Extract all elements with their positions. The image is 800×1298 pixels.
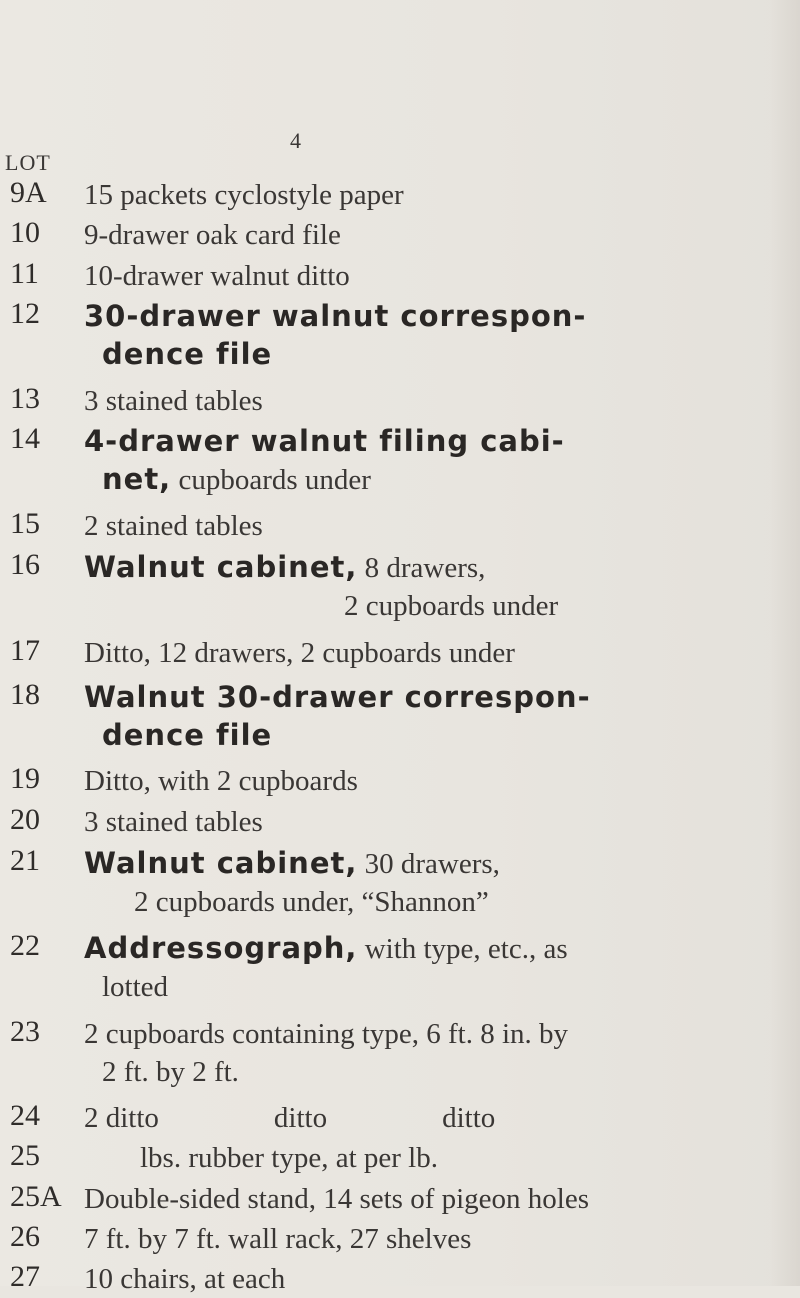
- lot-number: 25: [10, 1139, 40, 1172]
- lot-number: 27: [10, 1260, 40, 1293]
- lot-description-col: ditto: [442, 1102, 496, 1134]
- lot-description-col: 2 ditto: [84, 1102, 159, 1134]
- lot-description-line: Walnut 30-drawer correspon-: [84, 680, 591, 714]
- page-number: 4: [290, 128, 301, 153]
- lot-description-line: [84, 548, 790, 587]
- lot-description: 10 chairs, at each: [84, 1263, 286, 1295]
- lot-description-line: 2 ft. by 2 ft.: [102, 1056, 239, 1088]
- lot-description-line: 2 cupboards containing type, 6 ft. 8 in. by: [84, 1018, 569, 1050]
- lot-number: 12: [10, 297, 40, 330]
- lot-number: 18: [10, 678, 40, 711]
- lot-number: 21: [10, 844, 40, 877]
- lot-description-line: 2 cupboards under: [344, 590, 559, 622]
- lot-description-line: [84, 844, 790, 883]
- lot-description-rest: cupboards under: [171, 464, 371, 496]
- lot-description: [84, 1015, 790, 1091]
- lot-number: 20: [10, 803, 40, 836]
- page-edge-shadow: [770, 0, 800, 1286]
- lot-description-line: dence file: [102, 337, 273, 371]
- lot-description-line: 30-drawer walnut correspon-: [84, 299, 587, 333]
- lot-description-rest: 8 drawers,: [357, 552, 486, 584]
- lot-description: 10-drawer walnut ditto: [84, 260, 350, 292]
- lot-description: [84, 929, 790, 1006]
- lot-number: 24: [10, 1099, 40, 1132]
- lot-description: Ditto, 12 drawers, 2 cupboards under: [84, 637, 515, 669]
- lot-number: 22: [10, 929, 40, 962]
- lot-column-header: LOT: [5, 150, 51, 175]
- lot-description: 3 stained tables: [84, 385, 263, 417]
- lot-number: 15: [10, 507, 40, 540]
- lot-number: 11: [10, 257, 39, 290]
- lot-description: 3 stained tables: [84, 806, 263, 838]
- lot-description-line: lotted: [102, 971, 169, 1003]
- lot-description-bold: Addressograph,: [84, 931, 358, 965]
- lot-description-bold: net,: [102, 462, 172, 496]
- lot-description: [84, 297, 790, 373]
- lot-description-rest: 30 drawers,: [357, 848, 500, 880]
- lot-description-bold: Walnut cabinet,: [84, 846, 358, 880]
- lot-description: 9-drawer oak card file: [84, 219, 341, 251]
- lot-description: [84, 844, 790, 921]
- lot-number: 9A: [10, 176, 47, 209]
- lot-description-line: 4-drawer walnut filing cabi-: [84, 424, 565, 458]
- lot-number: 23: [10, 1015, 40, 1048]
- lot-description-line: 2 cupboards under, “Shannon”: [134, 886, 489, 918]
- lot-description: lbs. rubber type, at per lb.: [140, 1142, 438, 1174]
- lot-number: 14: [10, 422, 40, 455]
- lot-description: [84, 548, 790, 625]
- lot-description-col: ditto: [273, 1102, 328, 1134]
- lot-description: Ditto, with 2 cupboards: [84, 765, 358, 797]
- lot-number: 10: [10, 216, 40, 249]
- lot-number: 16: [10, 548, 40, 581]
- lot-number: 13: [10, 382, 40, 415]
- lot-description: [84, 678, 790, 754]
- lot-number: 25A: [10, 1180, 62, 1213]
- lot-description: Double-sided stand, 14 sets of pigeon holes: [84, 1183, 590, 1215]
- lot-description-line: [84, 460, 790, 499]
- lot-description: 7 ft. by 7 ft. wall rack, 27 shelves: [84, 1223, 472, 1255]
- lot-description-line: dence file: [102, 718, 273, 752]
- lot-number: 19: [10, 762, 40, 795]
- lot-description-rest: with type, etc., as: [357, 933, 568, 965]
- lot-description-line: [84, 929, 790, 968]
- lot-number: 26: [10, 1220, 40, 1253]
- lot-description: [84, 422, 790, 499]
- lot-description: 15 packets cyclostyle paper: [84, 179, 404, 211]
- lot-description-bold: Walnut cabinet,: [84, 550, 358, 584]
- lot-description: 2 stained tables: [84, 510, 263, 542]
- lot-description: [84, 1099, 790, 1137]
- lot-number: 17: [10, 634, 40, 667]
